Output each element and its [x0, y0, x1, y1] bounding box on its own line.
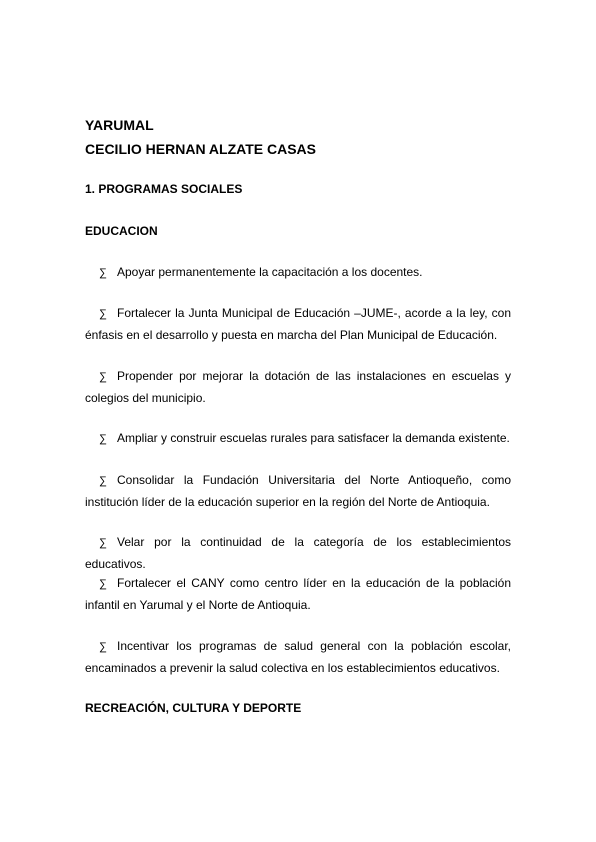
candidate-name: CECILIO HERNAN ALZATE CASAS — [85, 141, 316, 157]
bullet-icon: ∑ — [99, 641, 107, 653]
bullet-icon: ∑ — [99, 308, 107, 320]
education-heading: EDUCACION — [85, 224, 158, 238]
bullet-icon: ∑ — [99, 433, 107, 445]
recreation-heading: RECREACIÓN, CULTURA Y DEPORTE — [85, 701, 302, 715]
list-item: ∑ Propender por mejorar la dotación de las instalaciones en escuelas y colegios del municipio. — [85, 369, 511, 405]
list-item: ∑ Apoyar permanentemente la capacitación a los docentes. — [85, 262, 511, 284]
bullet-icon: ∑ — [99, 578, 107, 590]
list-item: ∑ Fortalecer el CANY como centro líder en la educación de la población infantil en Yarumal y el Norte de Antioquia. — [85, 576, 511, 612]
bullet-icon: ∑ — [99, 371, 107, 383]
list-item: ∑ Velar por la continuidad de la categoría de los establecimientos educativos. — [85, 535, 511, 571]
list-item: ∑ Fortalecer la Junta Municipal de Educación –JUME-, acorde a la ley, con énfasis en el desarrollo y puesta en marcha del Plan Municipal de Educación. — [85, 306, 511, 342]
bullet-icon: ∑ — [99, 267, 107, 279]
list-item: ∑ Incentivar los programas de salud general con la población escolar, encaminados a prevenir la salud colectiva en los establecimientos educativos. — [85, 639, 511, 675]
bullet-icon: ∑ — [99, 537, 107, 549]
municipality-title: YARUMAL — [85, 117, 154, 133]
list-item: ∑ Ampliar y construir escuelas rurales para satisfacer la demanda existente. — [85, 428, 511, 450]
list-item: ∑ Consolidar la Fundación Universitaria del Norte Antioqueño, como institución líder de la educación superior en la región del Norte de Antioquia. — [85, 473, 511, 509]
bullet-icon: ∑ — [99, 475, 107, 487]
section-title: 1. PROGRAMAS SOCIALES — [85, 182, 243, 196]
